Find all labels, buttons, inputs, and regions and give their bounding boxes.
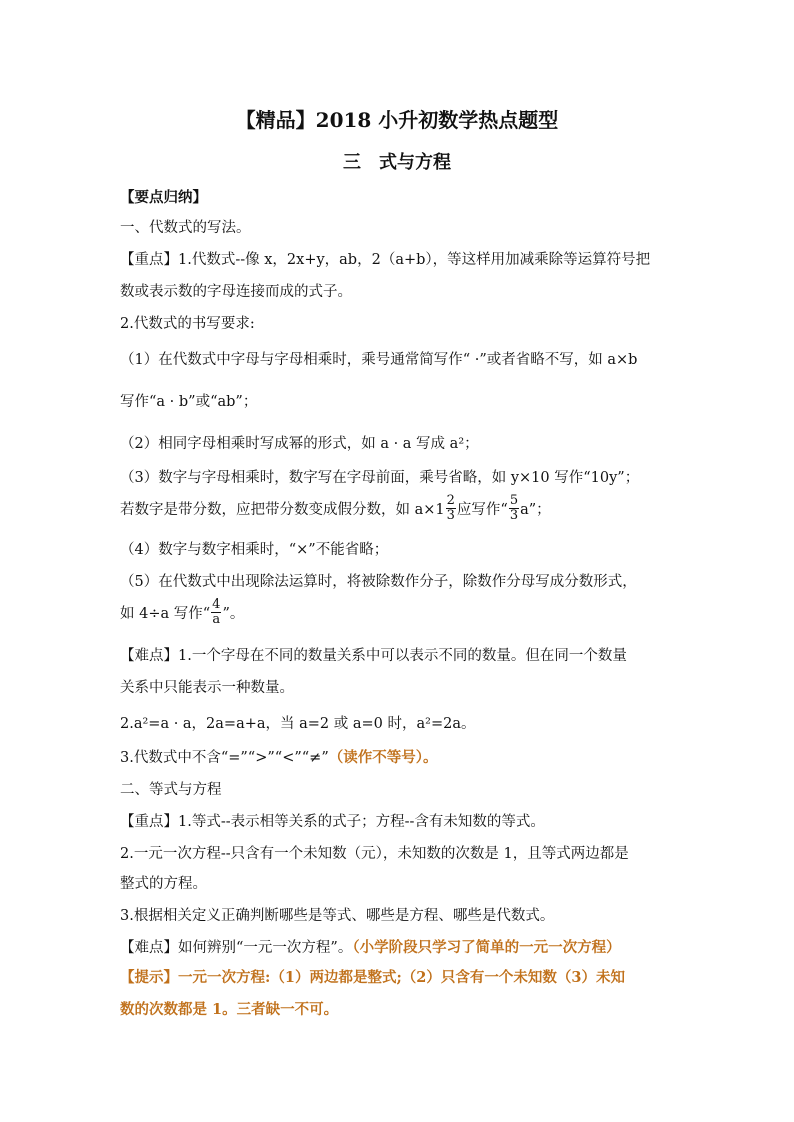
rule-4: （4）数字与数字相乘时，“×”不能省略； [120, 542, 389, 558]
difficulty-2-section [120, 936, 621, 957]
rule-3-line-1: （3）数字与字母相乘时，数字写在字母前面，乘号省略，如 y×10 写作“10y”； [120, 470, 640, 486]
difficulty-1-text: 1.一个字母在不同的数量关系中可以表示不同的数量。但在同一个数量 [178, 648, 627, 664]
rule-5-text-b: ”。 [222, 606, 245, 622]
difficulty-3 [120, 746, 437, 767]
key-point-tag: 【重点】 [120, 252, 178, 268]
fraction-four-over-a [211, 598, 221, 627]
key-point-1-line-1 [120, 248, 650, 269]
rule-5-line-1: （5）在代数式中出现除法运算时，将被除数作分子，除数作分母写成分数形式， [120, 574, 637, 590]
rule-3-line-2 [120, 494, 551, 523]
document-title: 【精品】2018 小升初数学热点题型 [235, 108, 559, 132]
key-point-1-line-2: 数或表示数的字母连接而成的式子。 [120, 284, 352, 300]
rule-3-text-c: a”； [520, 502, 551, 518]
difficulty-tag: 【难点】 [120, 648, 178, 664]
fraction-numerator: 5 [509, 493, 519, 508]
rule-5-line-2 [120, 598, 244, 627]
tip-line-2: 数的次数都是 1。三者缺一不可。 [120, 1001, 339, 1018]
fraction-two-thirds [446, 494, 456, 523]
rule-1-line-1: （1）在代数式中字母与字母相乘时，乘号通常简写作“ ·”或者省略不写，如 a×b [120, 352, 638, 368]
key-point-2-line-1 [120, 810, 545, 831]
key-point-tag: 【重点】 [120, 814, 178, 830]
key-point-2-item-2-line-1: 2.一元一次方程--只含有一个未知数（元），未知数的次数是 1，且等式两边都是 [120, 846, 629, 862]
key-point-2-text: 1.等式--表示相等关系的式子；方程--含有未知数的等式。 [178, 814, 545, 830]
rule-1-line-2: 写作“a · b”或“ab”； [120, 394, 258, 410]
difficulty-3-text: 3.代数式中不含“=”“>”“<”“≠” [120, 750, 329, 766]
key-point-2-item-2-line-2: 整式的方程。 [120, 876, 207, 892]
key-point-1-text: 1.代数式--像 x，2x+y，ab，2（a+b），等这样用加减乘除等运算符号把 [178, 252, 651, 268]
section-1-title: 一、代数式的写法。 [120, 220, 251, 236]
rule-2: （2）相同字母相乘时写成幂的形式，如 a · a 写成 a²； [120, 436, 479, 452]
tip-line-1: 【提示】一元一次方程:（1）两边都是整式;（2）只含有一个未知数（3）未知 [120, 969, 625, 986]
chapter-subtitle: 三 式与方程 [343, 152, 451, 173]
section-key-points-heading: 【要点归纳】 [120, 189, 207, 206]
fraction-denominator: 3 [446, 508, 455, 523]
difficulty-2: 2.a²=a · a，2a=a+a，当 a=2 或 a=0 时，a²=2a。 [120, 716, 476, 732]
difficulty-1-line-2: 关系中只能表示一种数量。 [120, 680, 294, 696]
fraction-denominator: 3 [509, 508, 519, 523]
writing-rules-title: 2.代数式的书写要求: [120, 316, 255, 332]
rule-5-text-a: 如 4÷a 写作“ [120, 606, 211, 622]
difficulty-2-note: （小学阶段只学习了简单的一元一次方程） [352, 939, 621, 956]
fraction-numerator: 4 [212, 597, 221, 612]
fraction-numerator: 2 [446, 493, 455, 508]
difficulty-tag: 【难点】 [120, 940, 178, 956]
fraction-denominator: a [212, 612, 221, 627]
rule-3-text-a: 若数字是带分数，应把带分数变成假分数，如 a×1 [120, 502, 445, 518]
difficulty-2-text: 如何辨别“一元一次方程”。 [178, 940, 353, 956]
section-2-title: 二、等式与方程 [120, 782, 222, 798]
difficulty-3-note: （读作不等号）。 [328, 749, 438, 766]
difficulty-1-line-1 [120, 644, 627, 665]
rule-3-text-b: 应写作“ [456, 502, 508, 518]
key-point-2-item-3: 3.根据相关定义正确判断哪些是等式、哪些是方程、哪些是代数式。 [120, 908, 555, 924]
fraction-five-thirds [509, 494, 519, 523]
